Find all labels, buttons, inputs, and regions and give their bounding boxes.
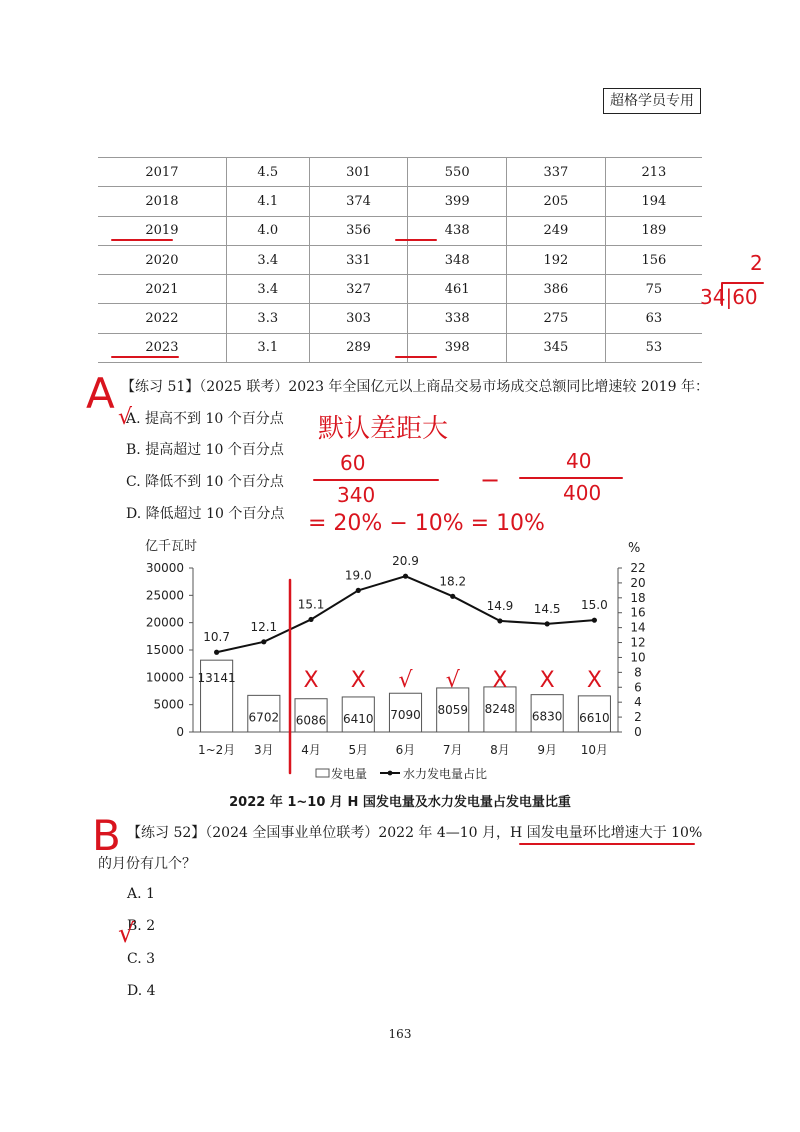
table-cell: 189 xyxy=(605,216,702,245)
line-point xyxy=(497,618,502,623)
y-right-tick-label: 6 xyxy=(634,680,642,695)
table-cell: 331 xyxy=(309,245,408,274)
month-mark: X xyxy=(350,668,366,693)
chart-title: 2022 年 1~10 月 H 国发电量及水力发电量占发电量比重 xyxy=(229,795,571,810)
side-division: 34|60 xyxy=(700,285,758,309)
line-value-label: 15.0 xyxy=(581,598,608,613)
q52-option-c: C. 3 xyxy=(127,951,156,967)
q51-option-b: B. 提高超过 10 个百分点 xyxy=(126,442,284,458)
legend-line-marker xyxy=(388,771,393,776)
table-cell: 2021 xyxy=(98,275,226,304)
month-mark: √ xyxy=(445,668,460,693)
bar-value-label: 6702 xyxy=(248,710,280,725)
y-left-tick-label: 10000 xyxy=(145,670,184,685)
table-cell: 2023 xyxy=(98,333,226,362)
fraction1-num: 60 xyxy=(340,451,366,475)
table-cell: 348 xyxy=(408,245,507,274)
table-cell: 205 xyxy=(507,187,606,216)
table-cell: 438 xyxy=(408,216,507,245)
q52-option-d: D. 4 xyxy=(127,983,156,999)
table-cell: 345 xyxy=(507,333,606,362)
line-value-label: 14.9 xyxy=(486,598,514,613)
table-cell: 356 xyxy=(309,216,408,245)
line-value-label: 15.1 xyxy=(297,597,325,612)
line-value-label: 14.5 xyxy=(533,601,561,616)
line-point xyxy=(403,574,408,579)
y-right-tick-label: 14 xyxy=(630,620,646,635)
bar-value-label: 7090 xyxy=(390,708,421,723)
x-tick-label: 8月 xyxy=(490,743,510,757)
exclusive-badge: 超格学员专用 xyxy=(603,88,701,114)
q51-option-a: A. 提高不到 10 个百分点 xyxy=(126,411,284,427)
line-value-label: 12.1 xyxy=(250,619,278,634)
y-left-tick-label: 25000 xyxy=(145,588,184,603)
x-tick-label: 1~2月 xyxy=(197,743,236,757)
table-cell: 550 xyxy=(408,158,507,187)
line-point xyxy=(308,617,313,622)
y-left-tick-label: 20000 xyxy=(145,615,184,630)
table-cell: 63 xyxy=(605,304,702,333)
line-value-label: 19.0 xyxy=(344,568,372,583)
line-value-label: 18.2 xyxy=(439,574,467,589)
q52-option-a: A. 1 xyxy=(127,886,155,902)
x-tick-label: 5月 xyxy=(348,743,369,757)
q51-option-c: C. 降低不到 10 个百分点 xyxy=(126,474,284,490)
table-cell: 213 xyxy=(605,158,702,187)
month-mark: X xyxy=(539,668,555,693)
y-axis-left-title: 亿千瓦时 xyxy=(145,539,198,554)
bar-value-label: 6410 xyxy=(343,711,374,726)
legend-bar-swatch xyxy=(316,769,329,777)
y-right-tick-label: 12 xyxy=(630,635,646,650)
table-cell: 3.1 xyxy=(226,333,309,362)
fraction2-den: 400 xyxy=(563,481,602,505)
table-cell: 337 xyxy=(507,158,606,187)
q51-stem: 【练习 51】（2025 联考）2023 年全国亿元以上商品交易市场成交总额同比增速较 2019 年： xyxy=(121,379,709,395)
y-right-tick-label: 22 xyxy=(630,561,646,575)
q52-stem-line2: 的月份有几个？ xyxy=(98,856,196,872)
line-point xyxy=(450,594,455,599)
y-left-tick-label: 5000 xyxy=(153,697,184,712)
table-row xyxy=(98,187,702,216)
table-cell: 399 xyxy=(408,187,507,216)
answer-51: A xyxy=(86,369,115,418)
month-mark: √ xyxy=(398,668,413,693)
x-tick-label: 3月 xyxy=(254,743,274,757)
table-cell: 327 xyxy=(309,275,408,304)
table-cell: 3.3 xyxy=(226,304,309,333)
line-point xyxy=(592,618,597,623)
legend-bar-label: 发电量 xyxy=(331,767,368,781)
table-cell: 4.0 xyxy=(226,216,309,245)
y-left-tick-label: 30000 xyxy=(145,561,184,575)
table-cell: 386 xyxy=(507,275,606,304)
line-value-label: 10.7 xyxy=(203,630,230,645)
month-mark: X xyxy=(303,668,319,693)
data-table xyxy=(98,157,702,363)
table-cell: 398 xyxy=(408,333,507,362)
line-point xyxy=(214,650,219,655)
table-cell: 3.4 xyxy=(226,245,309,274)
q52-option-b: B. 2 xyxy=(127,918,156,934)
table-cell: 4.5 xyxy=(226,158,309,187)
month-mark: X xyxy=(586,668,602,693)
line-value-label: 20.9 xyxy=(392,554,419,569)
table-row xyxy=(98,216,702,245)
table-cell: 75 xyxy=(605,275,702,304)
x-tick-label: 4月 xyxy=(301,743,321,757)
line-point xyxy=(545,621,550,626)
x-tick-label: 7月 xyxy=(442,743,463,757)
table-cell: 2018 xyxy=(98,187,226,216)
line-point xyxy=(356,588,361,593)
check-52: √ xyxy=(118,919,135,949)
legend-line-label: 水力发电量占比 xyxy=(403,767,488,781)
y-right-tick-label: 10 xyxy=(630,650,646,665)
bar-value-label: 6830 xyxy=(531,709,563,724)
bar-value-label: 8059 xyxy=(437,702,468,717)
table-cell: 192 xyxy=(507,245,606,274)
y-axis-right-title: % xyxy=(628,541,641,556)
q52-stem-line1: 【练习 52】（2024 全国事业单位联考）2022 年 4—10 月，H 国发电量环比增速大于 10% xyxy=(127,825,703,841)
table-row xyxy=(98,245,702,274)
table-cell: 2019 xyxy=(98,216,226,245)
table-cell: 53 xyxy=(605,333,702,362)
table-cell: 2017 xyxy=(98,158,226,187)
table-cell: 289 xyxy=(309,333,408,362)
month-mark: X xyxy=(492,668,508,693)
table-cell: 301 xyxy=(309,158,408,187)
minus-sign: − xyxy=(480,466,501,494)
page-number: 163 xyxy=(388,1027,412,1041)
calc-result: = 20% − 10% = 10% xyxy=(308,511,545,536)
table-cell: 2020 xyxy=(98,245,226,274)
table-cell: 338 xyxy=(408,304,507,333)
y-right-tick-label: 2 xyxy=(634,710,642,725)
y-left-tick-label: 15000 xyxy=(145,643,184,657)
bar-value-label: 6610 xyxy=(579,710,610,725)
y-right-tick-label: 18 xyxy=(630,590,646,605)
y-right-tick-label: 8 xyxy=(634,665,642,680)
bar-value-label: 13141 xyxy=(197,671,236,686)
bar-value-label: 6086 xyxy=(295,713,327,728)
line-point xyxy=(261,639,266,644)
check-51: √ xyxy=(118,405,133,430)
table-cell: 4.1 xyxy=(226,187,309,216)
y-right-tick-label: 16 xyxy=(630,605,646,620)
power-chart xyxy=(0,535,800,785)
table-cell: 249 xyxy=(507,216,606,245)
table-row xyxy=(98,275,702,304)
x-tick-label: 10月 xyxy=(580,743,609,757)
table-cell: 275 xyxy=(507,304,606,333)
y-right-tick-label: 4 xyxy=(634,695,642,710)
note-default-gap: 默认差距大 xyxy=(318,414,449,444)
fraction2-num: 40 xyxy=(566,449,592,473)
table-cell: 461 xyxy=(408,275,507,304)
y-right-tick-label: 20 xyxy=(630,575,646,590)
table-cell: 3.4 xyxy=(226,275,309,304)
x-tick-label: 6月 xyxy=(395,743,416,757)
table-cell: 303 xyxy=(309,304,408,333)
table-cell: 156 xyxy=(605,245,702,274)
side-digit: 2 xyxy=(750,251,763,275)
table-cell: 374 xyxy=(309,187,408,216)
y-right-tick-label: 0 xyxy=(634,725,642,739)
y-left-tick-label: 0 xyxy=(176,725,184,739)
table-row xyxy=(98,333,702,362)
table-row xyxy=(98,158,702,187)
division-bracket xyxy=(722,283,763,305)
bar-value-label: 8248 xyxy=(484,701,516,716)
table-cell: 2022 xyxy=(98,304,226,333)
answer-52: B xyxy=(92,811,121,860)
fraction1-den: 340 xyxy=(337,483,376,507)
q51-option-d: D. 降低超过 10 个百分点 xyxy=(126,506,285,522)
x-tick-label: 9月 xyxy=(537,743,557,757)
table-cell: 194 xyxy=(605,187,702,216)
table-row xyxy=(98,304,702,333)
